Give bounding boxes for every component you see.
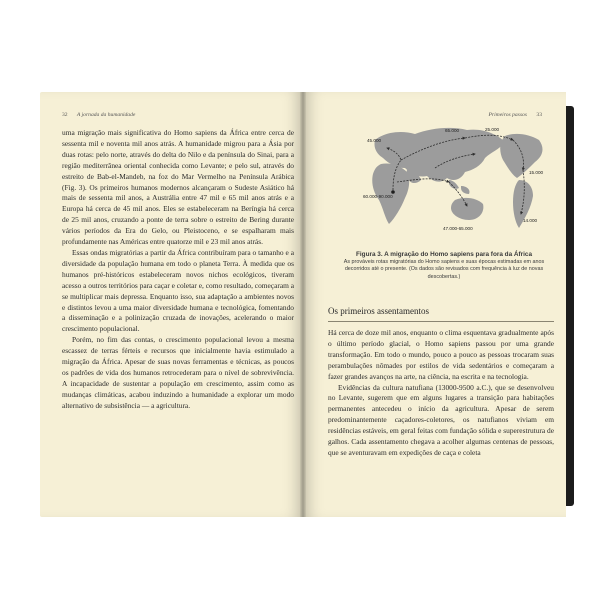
right-running-title: Primeiros passos bbox=[488, 112, 527, 118]
book-gutter bbox=[300, 92, 306, 517]
paragraph: Porém, no fim das contas, o crescimento populacional levou a mesma escassez de terras férteis e recursos que inicialmente havia estimulado a migração da África. Apesar de suas novas ferramentas e técnicas, as poucos os padrões de vida dos humanos retrocederam para o nível de sobrevivência. A incapacidade de sustentar a população em crescimento, assim como as mudanças climáticas, acabou induzindo a humanidade a explorar um modo alternativo de subsistência — a agricultura. bbox=[62, 335, 294, 410]
paragraph: Evidências da cultura natufiana (13000-9500 a.C.), que se desenvolveu no Levante, sugerem que em alguns lugares a transição para habitações permanentes antecedeu o início da agricultura. Apesar de serem predominantemente caçadores-coletores, os natufianos viviam em residências estáveis, em geral feitas com fundação sólida e superestrutura de galhos. Cada assentamento chegava a acolher algumas centenas de pessoas, que se aventuravam em expedições de caça e coleta bbox=[328, 382, 554, 457]
section-divider bbox=[328, 321, 554, 322]
left-page-number: 32 bbox=[62, 112, 68, 118]
left-running-title: A jornada da humanidade bbox=[76, 112, 136, 118]
right-body-text bbox=[328, 328, 554, 459]
map-label-45000: 45.000 bbox=[367, 138, 382, 143]
migration-map bbox=[335, 118, 551, 244]
open-book bbox=[40, 92, 566, 517]
map-label-65000: 65.000 bbox=[445, 128, 460, 133]
southeast-asia-landmass bbox=[449, 180, 470, 194]
map-label-60000-90000: 60.000-90.000 bbox=[363, 194, 393, 199]
map-label-25000: 25.000 bbox=[485, 127, 500, 132]
left-body-text bbox=[62, 128, 294, 412]
paragraph: uma migração mais significativa do Homo sapiens da África entre cerca de sessenta mil e noventa mil anos atrás. A humanidade migrou para a Ásia por duas rotas: pelo norte, através do delta do Nilo e da península do Sinai, para a região mediterrânea oriental conhecida como Levante; e pelo sul, através do estreito de Bab-el-Mandeb, na foz do Mar Vermelho na Península Arábica (Fig. 3). Os primeiros humanos modernos alcançaram o Sudeste Asiático há mais de sessenta mil anos, a Austrália entre 47 mil e 65 mil anos atrás e a Europa há cerca de 45 mil anos. Eles se estabeleceram na Beríngia há cerca de 25 mil anos, cruzando a ponte de terra sobre o estreito de Bering durante vários períodos da Era do Gelo, ou Pleistoceno, e se espalharam mais profundamente nas Américas entre quatorze mil e 23 mil anos atrás. bbox=[62, 128, 294, 247]
paragraph: Essas ondas migratórias a partir da África contribuíram para o tamanho e a diversidade da população humana em todo o planeta Terra. À medida que os humanos pré-históricos estabeleceram novos nichos ecológicos, tiveram acesso a outros territórios para caçar e coletar e, como resultado, começaram a se multiplicar mais depressa. Enquanto isso, sua adaptação a ambientes novos e distintos levou a uma maior diversidade humana e tecnológica, fomentando a disseminação e a polinização cruzada de inovações, acelerando o maior crescimento populacional. bbox=[62, 247, 294, 334]
paragraph: Há cerca de doze mil anos, enquanto o clima esquentava gradualmente após o último período glacial, o Homo sapiens passou por uma grande transformação. Em todo o mundo, pouco a pouco as pessoas trocaram suas perambulações nômades por estilos de vida sedentários e começaram a fazer grandes avanços na arte, na ciência, na escrita e na tecnologia. bbox=[328, 328, 554, 381]
world-map-figure bbox=[335, 118, 551, 244]
left-page bbox=[40, 92, 303, 517]
figure-description: As prováveis rotas migratórias do Homo sapiens e suas épocas estimadas em anos decorridos até o presente. (Os dados são revisados com frequência à luz de novas descobertas.) bbox=[343, 259, 545, 280]
right-page-number: 33 bbox=[536, 112, 542, 118]
map-label-14000: 14.000 bbox=[523, 218, 538, 223]
figure-title: Figura 3. A migração do Homo sapiens para fora da África bbox=[355, 251, 533, 258]
map-label-47000-65000: 47.000-65.000 bbox=[443, 226, 473, 231]
australia-landmass bbox=[451, 198, 483, 220]
right-page bbox=[303, 92, 566, 517]
map-label-15000: 15.000 bbox=[529, 170, 544, 175]
figure-caption bbox=[337, 250, 551, 281]
section-title: Os primeiros assentamentos bbox=[328, 306, 429, 316]
left-running-head bbox=[62, 112, 135, 118]
